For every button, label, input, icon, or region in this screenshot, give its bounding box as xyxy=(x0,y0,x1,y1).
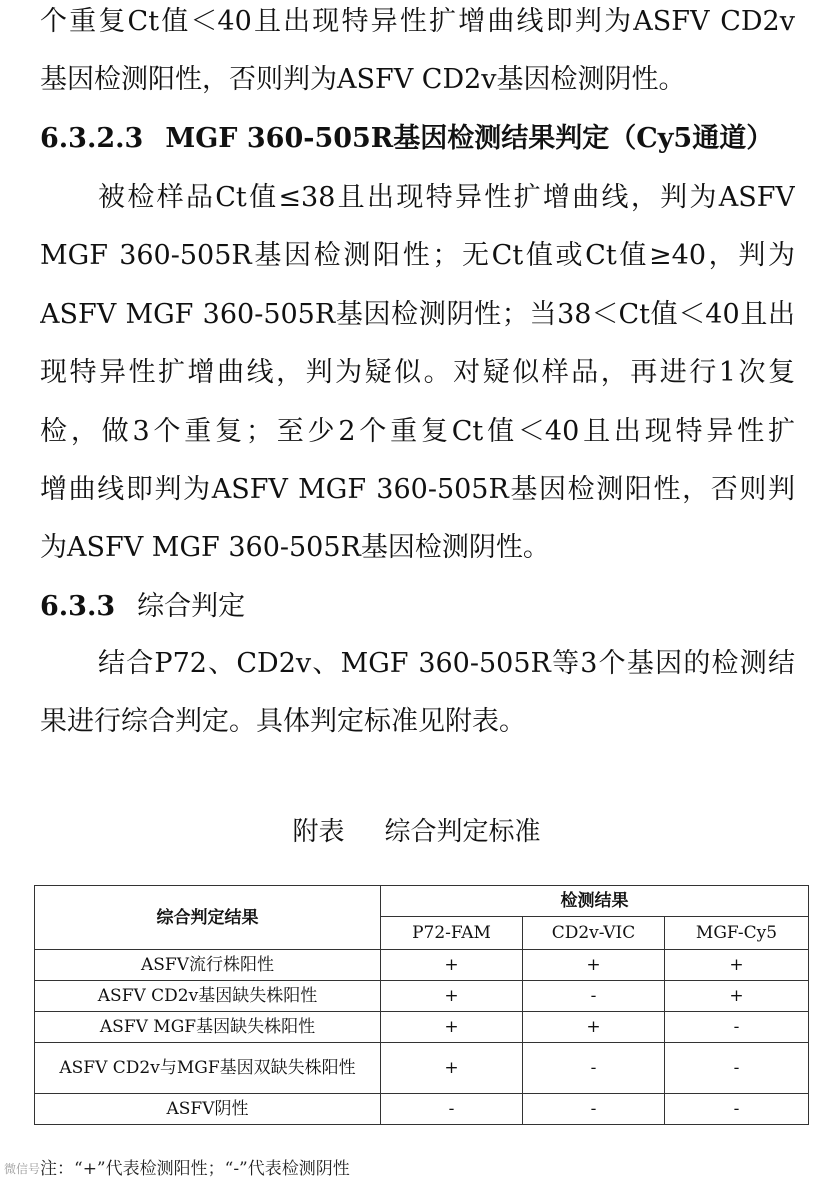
table-cell: - xyxy=(665,1043,809,1094)
table-cell: - xyxy=(665,1094,809,1125)
row-label: ASFV MGF基因缺失株阳性 xyxy=(35,1012,381,1043)
row-header: 综合判定结果 xyxy=(35,886,381,950)
text-line: 基因检测阳性，否则判为ASFV CD2v基因检测阴性。 xyxy=(40,64,686,95)
criteria-table xyxy=(34,885,809,1125)
section-title: 综合判定 xyxy=(137,591,246,622)
table-cell: + xyxy=(381,1043,523,1094)
column-header: MGF-Cy5 xyxy=(665,917,809,950)
text-line: 结合P72、CD2v、MGF 360-505R等3个基因的检测结 xyxy=(98,648,795,679)
table-row xyxy=(35,950,809,981)
table-row xyxy=(35,1043,809,1094)
column-header: P72-FAM xyxy=(381,917,523,950)
table-cell: + xyxy=(381,950,523,981)
table-footnote: 注：“+”代表检测阳性；“-”代表检测阴性 xyxy=(40,1159,350,1179)
row-label: ASFV阴性 xyxy=(35,1094,381,1125)
section-number: 6.3.3 xyxy=(40,591,116,622)
table-cell: + xyxy=(523,1012,665,1043)
section-heading-6-3-3 xyxy=(40,589,795,625)
table-cell: - xyxy=(523,1043,665,1094)
watermark: 微信号 xyxy=(4,1162,41,1176)
group-header: 检测结果 xyxy=(381,886,809,917)
row-label: ASFV CD2v与MGF基因双缺失株阳性 xyxy=(35,1043,381,1094)
table-cell: - xyxy=(381,1094,523,1125)
text-line: 被检样品Ct值≤38且出现特异性扩增曲线，判为ASFV xyxy=(98,182,795,213)
column-header: CD2v-VIC xyxy=(523,917,665,950)
table-cell: + xyxy=(665,950,809,981)
table-cell: + xyxy=(523,950,665,981)
text-line: 现特异性扩增曲线，判为疑似。对疑似样品，再进行1次复 xyxy=(40,357,795,388)
section-number: 6.3.2.3 xyxy=(40,123,144,154)
table-cell: + xyxy=(381,981,523,1012)
table-caption xyxy=(0,815,833,849)
text-line: 检，做3个重复；至少2个重复Ct值＜40且出现特异性扩 xyxy=(40,416,795,447)
row-label: ASFV CD2v基因缺失株阳性 xyxy=(35,981,381,1012)
table-cell: + xyxy=(381,1012,523,1043)
text-line: 个重复Ct值＜40且出现特异性扩增曲线即判为ASFV CD2v xyxy=(40,6,795,37)
table-cell: - xyxy=(665,1012,809,1043)
table-cell: - xyxy=(523,981,665,1012)
caption-label: 附表 xyxy=(292,817,345,847)
text-line: 果进行综合判定。具体判定标准见附表。 xyxy=(40,706,526,737)
row-label: ASFV流行株阳性 xyxy=(35,950,381,981)
table-row xyxy=(35,1094,809,1125)
text-line: MGF 360-505R基因检测阳性；无Ct值或Ct值≥40，判为 xyxy=(40,240,795,271)
table-row xyxy=(35,981,809,1012)
caption-title: 综合判定标准 xyxy=(384,817,541,847)
table-cell: - xyxy=(523,1094,665,1125)
table-cell: + xyxy=(665,981,809,1012)
section-title: MGF 360-505R基因检测结果判定（Cy5通道） xyxy=(165,123,774,154)
text-line: 增曲线即判为ASFV MGF 360-505R基因检测阳性，否则判 xyxy=(40,474,795,505)
text-line: 为ASFV MGF 360-505R基因检测阴性。 xyxy=(40,532,550,563)
section-heading-6-3-2-3 xyxy=(40,121,795,157)
text-line: ASFV MGF 360-505R基因检测阴性；当38＜Ct值＜40且出 xyxy=(40,299,795,330)
table-row xyxy=(35,1012,809,1043)
